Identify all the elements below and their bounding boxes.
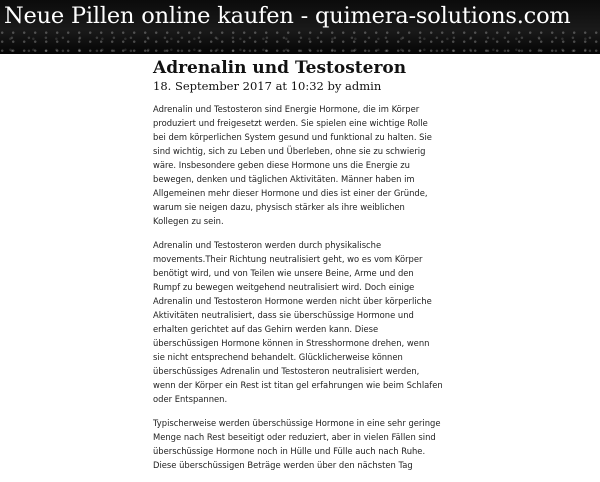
header-background-texture xyxy=(0,30,600,54)
post-author[interactable]: admin xyxy=(345,79,382,93)
post-paragraph: Adrenalin und Testosteron sind Energie Hormone, die im Körper produziert und freigesetzt werden. Sie spielen eine wichtige Rolle bei dem körperlichen System gesund und funktional zu halten. Sie sind wichtig, sich zu Leben und Überleben, ohne sie zu schwierig wäre. Insbesondere geben diese Hormone uns die Energie zu bewegen, denken und täglichen Aktivitäten. Männer haben im Allgemeinen mehr dieser Hormone und dies ist einer der Gründe, warum sie neigen dazu, physisch stärker als ihre weiblichen Kollegen zu sein. xyxy=(153,104,432,226)
post-content xyxy=(153,102,443,472)
post-by-label: by xyxy=(327,79,342,93)
post-paragraph: Adrenalin und Testosteron werden durch physikalische movements.Their Richtung neutralisiert geht, wo es vom Körper benötigt wird, und von Teilen wie unsere Beine, Arme und den Rumpf zu bewegen weitgehend neutralisiert wird. Doch einige Adrenalin und Testosteron Hormone werden nicht über körperliche Aktivitäten neutralisiert, dass sie überschüssige Hormone und erhalten gerichtet auf das Gehirn werden kann. Diese überschüssigen Hormone können in Stresshormone drehen, wenn sie nicht entsprechend behandelt. Glücklicherweise können überschüssiges Adrenalin und Testosteron neutralisiert werden, wenn der Körper ein Rest ist titan gel erfahrungen wie beim Schlafen oder Entspannen. xyxy=(153,240,443,404)
post-paragraph: Typischerweise werden überschüssige Hormone in eine sehr geringe Menge nach Rest beseitigt oder reduziert, aber in vielen Fällen sind überschüssige Hormone noch in Hülle und Fülle auch nach Ruhe. Diese überschüssigen Beträge werden über den nächsten Tag xyxy=(153,418,441,470)
post-title[interactable]: Adrenalin und Testosteron xyxy=(153,58,407,78)
post-date[interactable]: 18. September 2017 at 10:32 xyxy=(153,79,324,93)
site-header xyxy=(0,0,600,54)
blog-post xyxy=(153,58,443,482)
post-meta xyxy=(153,78,443,94)
site-title[interactable]: Neue Pillen online kaufen - quimera-solutions.com xyxy=(4,3,571,29)
